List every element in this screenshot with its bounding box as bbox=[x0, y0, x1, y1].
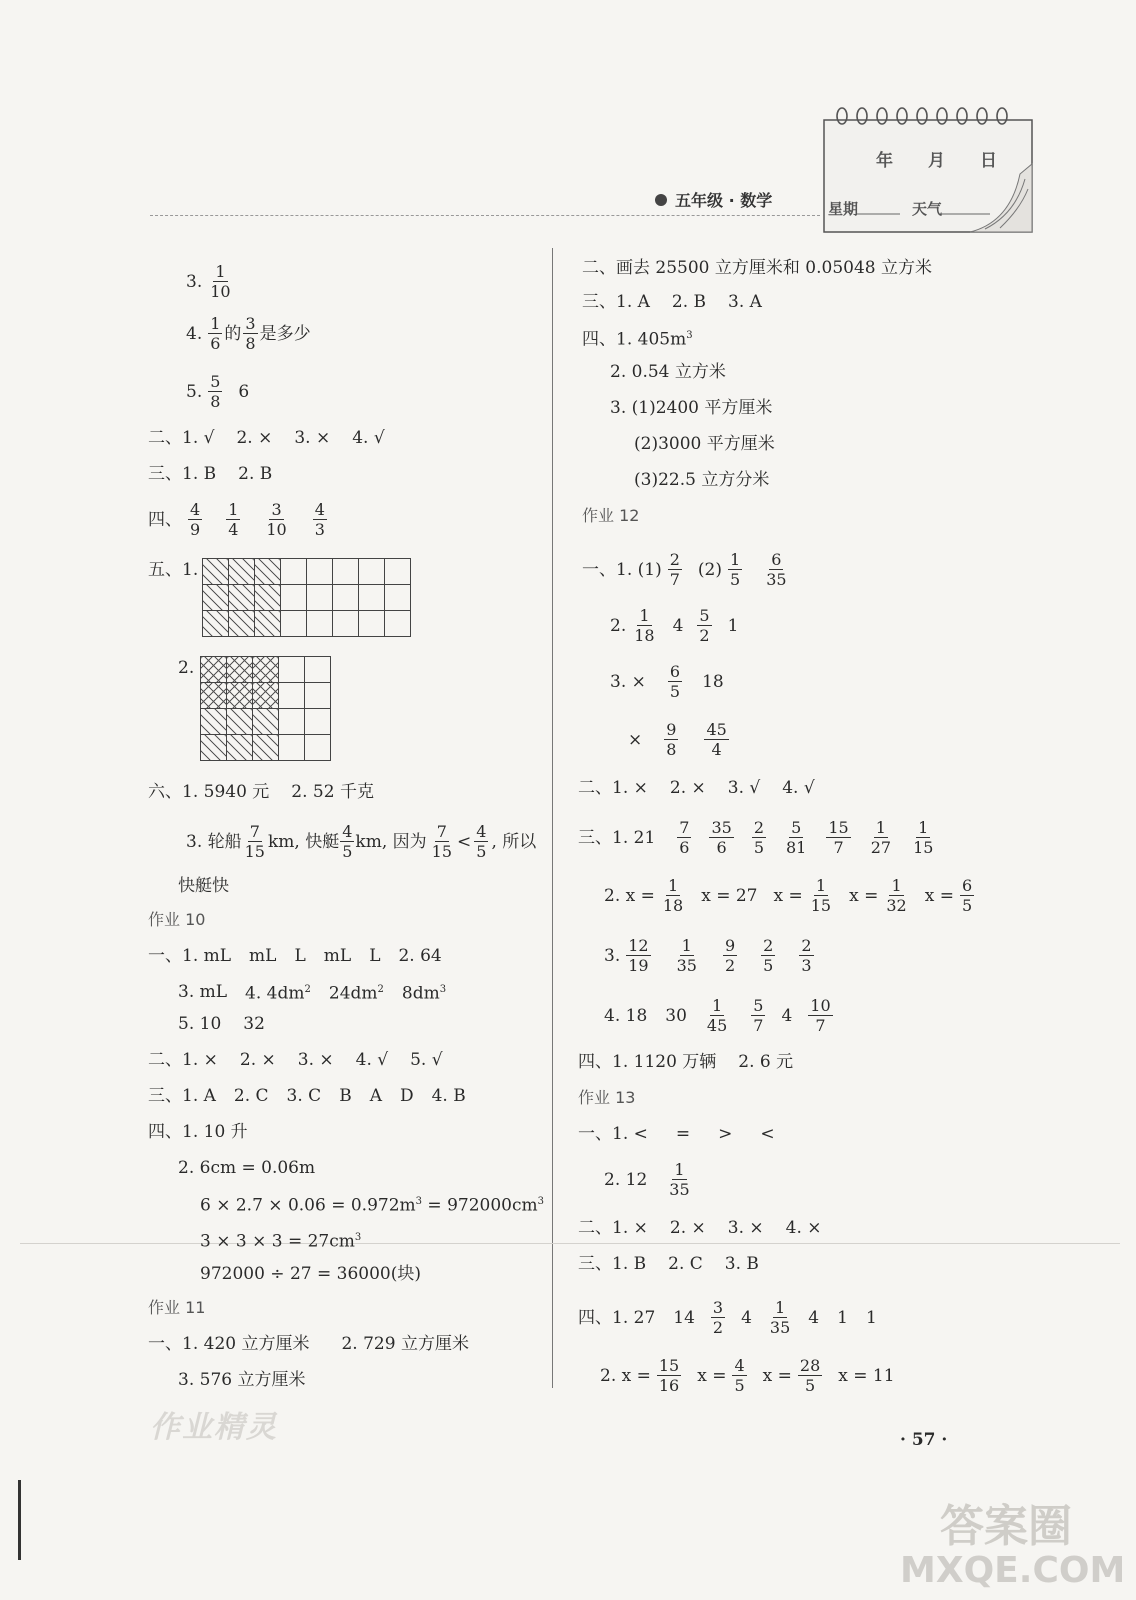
fraction: $\frac{1}{18}$ bbox=[634, 606, 655, 645]
answer-line: 三、1. A 2. B 3. A bbox=[582, 292, 762, 312]
calendar-widget bbox=[820, 104, 1036, 236]
fraction: $\frac{5}{7}$ bbox=[753, 996, 764, 1035]
section-heading: 作业 10 bbox=[148, 910, 206, 929]
answer-line: 二、1. × 2. × 3. × 4. × bbox=[578, 1218, 822, 1238]
fraction: $\frac{5}{81}$ bbox=[786, 818, 807, 857]
fraction: $\frac{12}{19}$ bbox=[628, 936, 649, 975]
answer-line: 四、1. $405m^3$ bbox=[582, 329, 693, 350]
watermark-text: MXQE.COM bbox=[900, 1550, 1126, 1591]
fraction: $\frac{1}{35}$ bbox=[769, 1298, 791, 1337]
answer-line: 972000 ÷ 27 = 36000(块) bbox=[200, 1264, 421, 1284]
grade-subject-label: 五年级 · 数学 bbox=[655, 188, 772, 211]
answer-line: 2. bbox=[178, 658, 195, 678]
section-heading: 作业 11 bbox=[148, 1298, 206, 1317]
answer-line: 三、1. 21 $\frac{7}{6}$ $\frac{35}{6}$ $\frac{2}{5}$ $\frac{5}{81}$ $\frac{15}{7}$ $\frac{1}{27}$ $\frac{1}{15}$ bbox=[578, 818, 934, 857]
fraction: $\frac{4}{3}$ bbox=[314, 500, 325, 539]
answer-line: 五、1. bbox=[148, 560, 199, 580]
answer-line: 2. $\frac{1}{18}$ 4 $\frac{5}{2}$ 1 bbox=[610, 606, 739, 645]
fraction: $\frac{1}{45}$ bbox=[706, 996, 728, 1035]
answer-line: 2. 12 $\frac{1}{35}$ bbox=[604, 1160, 690, 1199]
answer-line: 5. 10 32 bbox=[178, 1014, 265, 1034]
section-heading: 作业 13 bbox=[578, 1088, 636, 1107]
calendar-month: 月 bbox=[928, 151, 945, 171]
fraction: $\frac{3}{10}$ bbox=[266, 500, 287, 539]
fraction: $\frac{6}{35}$ bbox=[766, 550, 787, 589]
answer-line: 二、1. √ 2. × 3. × 4. √ bbox=[148, 428, 385, 448]
answer-line: 2. 6cm = 0.06m bbox=[178, 1158, 316, 1178]
answer-line: 三、1. B 2. C 3. B bbox=[578, 1254, 759, 1274]
answer-line: 一、1. mL mL L mL L 2. 64 bbox=[148, 946, 442, 966]
answer-line: 3. $\frac{12}{19}$ $\frac{1}{35}$ $\frac{9}{2}$ $\frac{2}{5}$ $\frac{2}{3}$ bbox=[604, 936, 812, 975]
fraction: $\frac{2}{7}$ bbox=[669, 550, 680, 589]
fraction: $\frac{1}{18}$ bbox=[662, 876, 684, 915]
fraction: $\frac{3}{8}$ bbox=[245, 314, 256, 353]
watermark-text: 作业精灵 bbox=[150, 1410, 278, 1445]
binding-edge-mark bbox=[18, 1480, 21, 1560]
answer-line: 二、画去 25500 立方厘米和 0.05048 立方米 bbox=[582, 258, 932, 278]
fraction-grid-hatched bbox=[202, 558, 411, 637]
fraction: $\frac{5}{2}$ bbox=[699, 606, 710, 645]
fraction: $\frac{1}{5}$ bbox=[730, 550, 741, 589]
fraction: $\frac{7}{6}$ bbox=[679, 818, 690, 857]
fraction: $\frac{45}{4}$ bbox=[706, 720, 727, 759]
fraction: $\frac{2}{5}$ bbox=[763, 936, 774, 975]
answer-line: 3. mL 4. $4dm^2$ $24dm^2$ $8dm^3$ bbox=[178, 981, 447, 1004]
fraction: $\frac{4}{5}$ bbox=[476, 822, 487, 861]
calendar-weekday: 星期 bbox=[828, 200, 859, 218]
answer-line: 一、1. < = > < bbox=[578, 1124, 775, 1144]
fraction: $\frac{1}{35}$ bbox=[669, 1160, 690, 1199]
answer-line: 四、1. 1120 万辆 2. 6 元 bbox=[578, 1052, 794, 1072]
answer-line: 2. x = $\frac{15}{16}$ x = $\frac{4}{5}$ x = $\frac{28}{5}$ x = 11 bbox=[600, 1356, 895, 1395]
fraction: $\frac{2}{5}$ bbox=[753, 818, 764, 857]
fraction: $\frac{4}{9}$ bbox=[190, 500, 201, 539]
calendar-weather: 天气 bbox=[912, 200, 943, 218]
answer-line: 快艇快 bbox=[178, 876, 229, 896]
answer-line: (3)22.5 立方分米 bbox=[634, 470, 770, 490]
answer-line: 二、1. × 2. × 3. × 4. √ 5. √ bbox=[148, 1050, 443, 1070]
answer-line: 一、1. (1) $\frac{2}{7}$ (2) $\frac{1}{5}$ $\frac{6}{35}$ bbox=[582, 550, 787, 589]
watermark-text: 答案圈 bbox=[940, 1501, 1072, 1552]
answer-line: $3 \times 3 \times 3 = 27cm^3$ bbox=[200, 1231, 362, 1252]
answer-line: 四、 $\frac{4}{9}$ $\frac{1}{4}$ $\frac{3}{10}$ $\frac{4}{3}$ bbox=[148, 500, 325, 539]
fraction: $\frac{6}{5}$ bbox=[669, 662, 681, 701]
calendar-year: 年 bbox=[876, 151, 893, 171]
fraction: $\frac{7}{15}$ bbox=[244, 822, 265, 861]
fraction: $\frac{6}{5}$ bbox=[961, 876, 973, 915]
fraction: $\frac{9}{2}$ bbox=[724, 936, 736, 975]
fraction-grid-crosshatched bbox=[200, 656, 331, 761]
answer-line: 3. 576 立方厘米 bbox=[178, 1370, 306, 1390]
calendar-day: 日 bbox=[980, 151, 997, 171]
answer-line: $6 \times 2.7 \times 0.06 = 0.972m^3 = 972000cm^3$ bbox=[200, 1195, 544, 1216]
answer-line: 2. x = $\frac{1}{18}$ x = 27 x = $\frac{1}{15}$ x = $\frac{1}{32}$ x = $\frac{6}{5}$ bbox=[604, 876, 973, 915]
fraction: $\frac{3}{2}$ bbox=[712, 1298, 724, 1337]
answer-line: (2)3000 平方厘米 bbox=[634, 434, 775, 454]
fraction: $\frac{1}{27}$ bbox=[870, 818, 892, 857]
page-fold-line bbox=[20, 1243, 1120, 1244]
answer-line: 三、1. A 2. C 3. C B A D 4. B bbox=[148, 1086, 466, 1106]
answer-line: 4. 18 30 $\frac{1}{45}$ $\frac{5}{7}$ 4 $\frac{10}{7}$ bbox=[604, 996, 831, 1035]
fraction: $\frac{4}{5}$ bbox=[734, 1356, 745, 1395]
header-dashed-divider bbox=[150, 215, 820, 216]
fraction: $\frac{1}{6}$ bbox=[210, 314, 221, 353]
fraction: $\frac{2}{3}$ bbox=[801, 936, 812, 975]
fraction: $\frac{1}{10}$ bbox=[210, 262, 231, 301]
page-number: · 57 · bbox=[900, 1430, 948, 1450]
fraction: $\frac{35}{6}$ bbox=[711, 818, 732, 857]
fraction: $\frac{4}{5}$ bbox=[342, 822, 353, 861]
answer-line: 二、1. × 2. × 3. √ 4. √ bbox=[578, 778, 815, 798]
column-divider bbox=[552, 248, 553, 1388]
fraction: $\frac{15}{7}$ bbox=[828, 818, 849, 857]
fraction: $\frac{1}{15}$ bbox=[913, 818, 934, 857]
answer-line: 4. $\frac{1}{6}$ 的 $\frac{3}{8}$ 是多少 bbox=[186, 314, 311, 353]
answer-line: × $\frac{9}{8}$ $\frac{45}{4}$ bbox=[628, 720, 727, 759]
answer-line: 3. (1)2400 平方厘米 bbox=[610, 398, 773, 418]
answer-line: 六、1. 5940 元 2. 52 千克 bbox=[148, 782, 374, 802]
answer-line: 3. 轮船 $\frac{7}{15}$ km, 快艇 $\frac{4}{5}$ km, 因为 $\frac{7}{15}$ < $\frac{4}{5}$ , 所以 bbox=[186, 822, 537, 861]
fraction: $\frac{28}{5}$ bbox=[799, 1356, 821, 1395]
answer-line: 四、1. 10 升 bbox=[148, 1122, 248, 1142]
answer-line: 一、1. 420 立方厘米 2. 729 立方厘米 bbox=[148, 1334, 469, 1354]
answer-line: 5. $\frac{5}{8}$ 6 bbox=[186, 372, 250, 411]
bullet-dot bbox=[655, 194, 667, 206]
fraction: $\frac{1}{32}$ bbox=[886, 876, 907, 915]
fraction: $\frac{7}{15}$ bbox=[431, 822, 452, 861]
answer-line: 2. 0.54 立方米 bbox=[610, 362, 726, 382]
section-heading: 作业 12 bbox=[582, 506, 640, 525]
fraction: $\frac{1}{4}$ bbox=[228, 500, 239, 539]
fraction: $\frac{9}{8}$ bbox=[666, 720, 677, 759]
fraction: $\frac{1}{35}$ bbox=[676, 936, 697, 975]
fraction: $\frac{10}{7}$ bbox=[810, 996, 831, 1035]
answer-line: 3. $\frac{1}{10}$ bbox=[186, 262, 231, 301]
fraction: $\frac{1}{15}$ bbox=[810, 876, 832, 915]
answer-line: 三、1. B 2. B bbox=[148, 464, 273, 484]
fraction: $\frac{5}{8}$ bbox=[210, 372, 221, 411]
answer-line: 3. × $\frac{6}{5}$ 18 bbox=[610, 662, 724, 701]
fraction: $\frac{15}{16}$ bbox=[658, 1356, 680, 1395]
answer-line: 四、1. 27 14 $\frac{3}{2}$ 4 $\frac{1}{35}$ 4 1 1 bbox=[578, 1298, 877, 1337]
